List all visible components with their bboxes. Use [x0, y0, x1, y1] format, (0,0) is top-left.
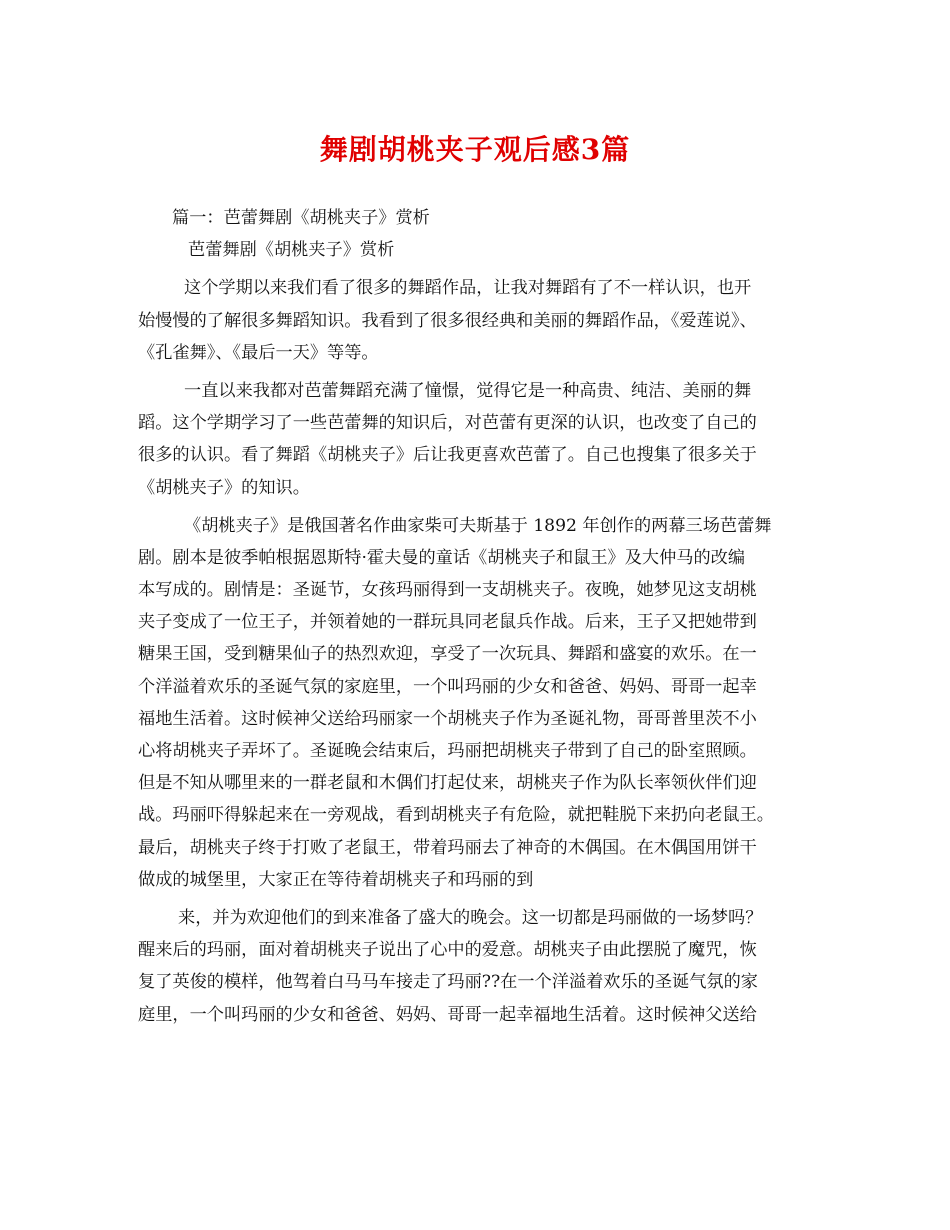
- paragraph-3-line: 但是不知从哪里来的一群老鼠和木偶们打起仗来，胡桃夹子作为队长率领伙伴们迎: [138, 773, 757, 794]
- paragraph-3-line: 夹子变成了一位王子，并领着她的一群玩具同老鼠兵作战。后来，王子又把她带到: [138, 612, 757, 633]
- paragraph-3-line: 做成的城堡里，大家正在等待着胡桃夹子和玛丽的到: [138, 869, 534, 890]
- paragraph-3-line: 战。玛丽吓得躲起来在一旁观战，看到胡桃夹子有危险，就把鞋脱下来扔向老鼠王。: [138, 805, 774, 826]
- document-title: 舞剧胡桃夹子观后感3篇: [319, 133, 631, 166]
- paragraph-2-line: 《胡桃夹子》的知识。: [138, 477, 310, 498]
- paragraph-2-line: 一直以来我都对芭蕾舞蹈充满了憧憬，觉得它是一种高贵、纯洁、美丽的舞: [184, 380, 752, 401]
- paragraph-3-line: 《胡桃夹子》是俄国著名作曲家柴可夫斯基于 1892 年创作的两幕三场芭蕾舞: [184, 515, 772, 536]
- paragraph-3-line: 心将胡桃夹子弄坏了。圣诞晚会结束后，玛丽把胡桃夹子带到了自己的卧室照顾。: [138, 741, 757, 761]
- paragraph-3-line: 最后，胡桃夹子终于打败了老鼠王，带着玛丽去了神奇的木偶国。在木偶国用饼干: [138, 837, 757, 858]
- paragraph-3-line: 糖果王国，受到糖果仙子的热烈欢迎，享受了一次玩具、舞蹈和盛宴的欢乐。在一: [138, 644, 757, 665]
- paragraph-3-line: 本写成的。剧情是：圣诞节，女孩玛丽得到一支胡桃夹子。夜晚，她梦见这支胡桃: [138, 580, 757, 601]
- paragraph-4-line: 来，并为欢迎他们的到来准备了盛大的晚会。这一切都是玛丽做的一场梦吗？: [178, 907, 763, 928]
- paragraph-1-line: 这个学期以来我们看了很多的舞蹈作品，让我对舞蹈有了不一样认识，也开: [184, 278, 752, 299]
- paragraph-2-line: 很多的认识。看了舞蹈《胡桃夹子》后让我更喜欢芭蕾了。自己也搜集了很多关于: [138, 445, 757, 466]
- document-body: [138, 202, 818, 1031]
- paragraph-4-line: 庭里，一个叫玛丽的少女和爸爸、妈妈、哥哥一起幸福地生活着。这时候神父送给: [138, 1004, 757, 1025]
- paragraph-1-line: 始慢慢的了解很多舞蹈知识。我看到了很多很经典和美丽的舞蹈作品，《爱莲说》、: [138, 310, 757, 331]
- paragraph-3-line: 剧。剧本是彼季帕根据恩斯特·霍夫曼的童话《胡桃夹子和鼠王》及大仲马的改编: [138, 547, 746, 568]
- subheading: 芭蕾舞剧《胡桃夹子》赏析: [188, 240, 395, 261]
- section-heading: 篇一：芭蕾舞剧《胡桃夹子》赏析: [172, 208, 430, 228]
- paragraph-3-line: 福地生活着。这时候神父送给玛丽家一个胡桃夹子作为圣诞礼物，哥哥普里茨不小: [138, 708, 757, 729]
- paragraph-1-line: 《孔雀舞》、《最后一天》等等。: [138, 342, 379, 363]
- paragraph-2-line: 蹈。这个学期学习了一些芭蕾舞的知识后，对芭蕾有更深的认识，也改变了自己的: [138, 413, 757, 434]
- paragraph-4-line: 醒来后的玛丽，面对着胡桃夹子说出了心中的爱意。胡桃夹子由此摆脱了魔咒，恢: [138, 940, 757, 961]
- paragraph-4-line: 复了英俊的模样，他驾着白马马车接走了玛丽??在一个洋溢着欢乐的圣诞气氛的家: [138, 972, 758, 993]
- paragraph-3-line: 个洋溢着欢乐的圣诞气氛的家庭里，一个叫玛丽的少女和爸爸、妈妈、哥哥一起幸: [138, 676, 757, 697]
